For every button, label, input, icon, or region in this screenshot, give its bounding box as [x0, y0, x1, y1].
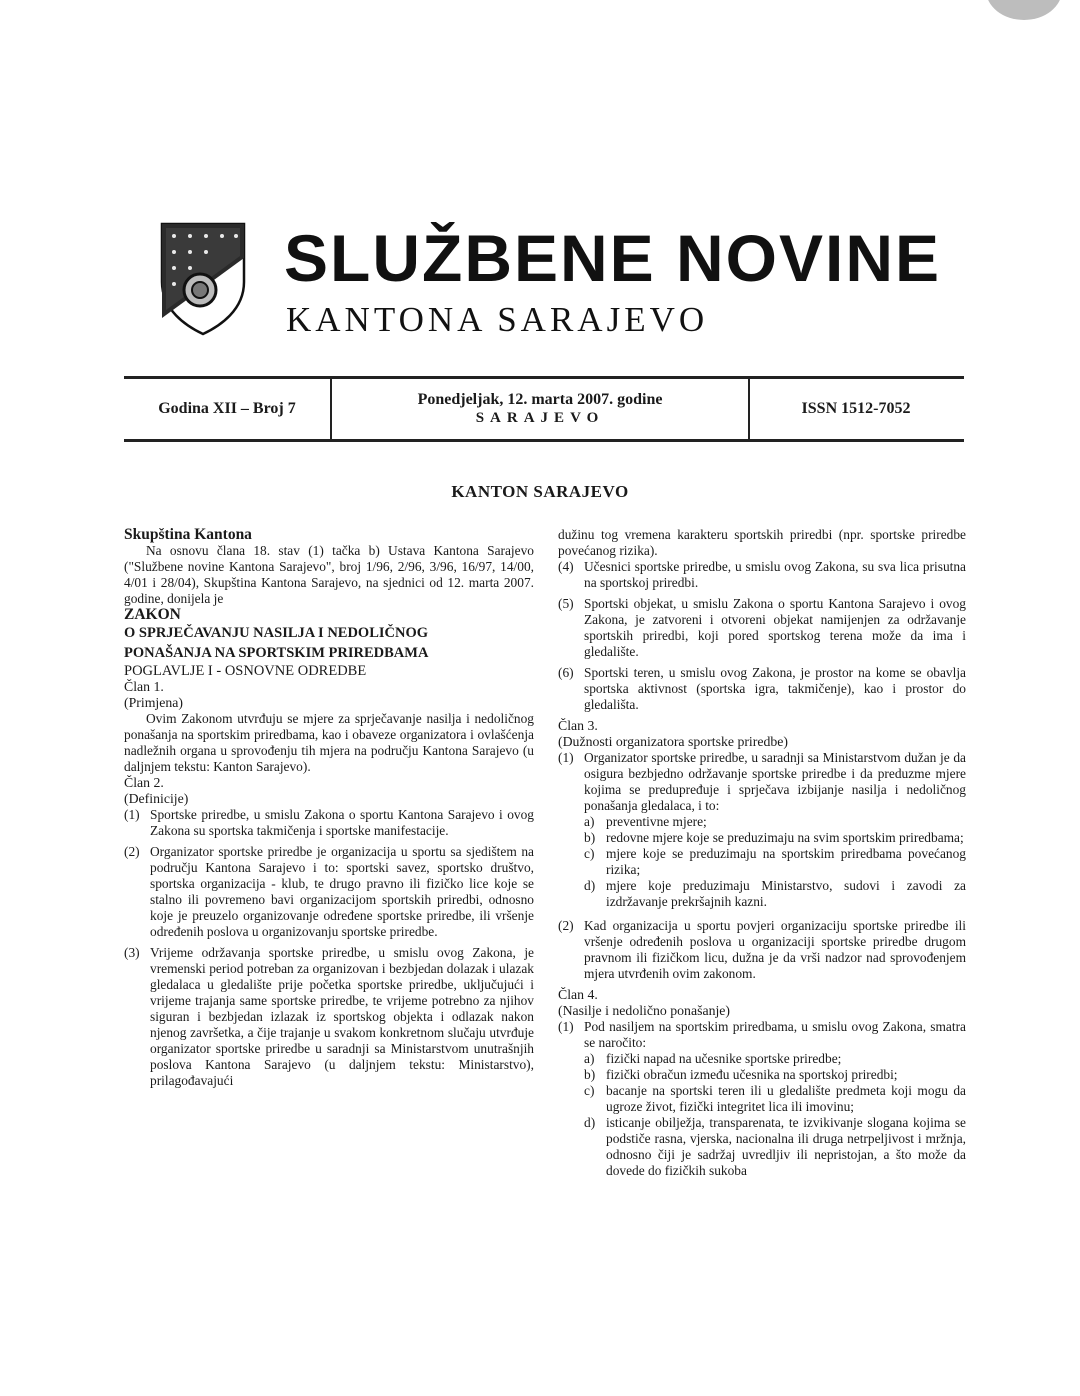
newspaper-subtitle: KANTONA SARAJEVO: [286, 300, 709, 339]
item-text: Sportski teren, u smislu ovog Zakona, je prostor na kome se obavlja sportska aktivnost (sportska igra, takmičenje), kao i prostor do gledališta.: [584, 665, 966, 712]
article-2-item: [124, 807, 534, 839]
article-2-item: [124, 844, 534, 940]
item-text: Sportski objekat, u smislu Zakona o sportu Kantona Sarajevo i ovog Zakona, je zatvoreni i otvoreni objekat namijenjen za održavanje sportskih priredbi, koji pored sportskog terena može da ima i gledalište.: [584, 596, 966, 659]
article-1-text: Ovim Zakonom utvrđuju se mjere za sprječavanje nasilja i nedoličnog ponašanja na sportskim priredbama, kao i obaveze organizatora i ovlašćenja nadležnih organa u sprovođenju tih mjera na području Kantona Sarajevo (u daljnjem tekstu: Kanton Sarajevo).: [124, 711, 534, 774]
item-number: (5): [558, 596, 574, 611]
issn: ISSN 1512-7052: [801, 400, 911, 417]
sub-item-text: preventivne mjere;: [606, 814, 707, 829]
law-subtitle: [124, 623, 534, 663]
article-2-title: Član 2.: [124, 775, 164, 790]
item-text: Kad organizacija u sportu povjeri organizaciju sportske priredbe ili vršenje određenih poslova u organizaciji sportske priredbe drugom pravnom ili fizičkom licu, dužna je da vrši nadzor nad sprovođenjem mjera utvrđenih ovim zakonom.: [584, 918, 966, 981]
right-column: [558, 527, 966, 1179]
sub-item: [584, 846, 966, 878]
sub-item: [584, 1115, 966, 1179]
article-2-item: [558, 596, 966, 660]
issue-number-text: Godina XII – Broj 7: [158, 400, 296, 417]
item-text: Organizator sportske priredbe je organizacija u sportu sa sjedištem na području Kantona Sarajevo i to: sportski savez, sportsko društvo, sportska organizacija - klub, te drugo pravno ili fizičko lice koje se stalno ili povremeno bavi organizacijom sportskih priredbi, odnosno koje je preuzelo organizovanje određene sportske priredbe, ili vršenje određenih poslova u organizovanju sportske priredbe.: [150, 844, 534, 939]
article-2-item: [558, 559, 966, 591]
sub-item: [584, 1051, 966, 1067]
canton-coat-of-arms-icon: [160, 222, 246, 336]
article-2-item: [558, 665, 966, 713]
issue-city: SARAJEVO: [475, 410, 605, 426]
item-text: Učesnici sportske priredbe, u smislu ovog Zakona, su sva lica prisutna na sportskoj priredbi.: [584, 559, 966, 590]
left-column: [124, 527, 534, 1094]
preamble: Na osnovu člana 18. stav (1) tačka b) Ustava Kantona Sarajevo ("Službene novine Kantona Sarajevo", broj 1/96, 2/96, 3/96, 16/97, 14/00, 4/01 i 28/04), Skupština Kantona Sarajevo, na sjednici od 12. marta 2007. godine, donijela je: [124, 543, 534, 606]
issue-info-bar: [124, 376, 964, 442]
issn-block: [748, 379, 964, 439]
item-number: (4): [558, 559, 574, 574]
section-title: KANTON SARAJEVO: [451, 482, 629, 501]
issue-number: [124, 379, 330, 439]
item-number: (2): [558, 918, 574, 933]
sub-item-letter: d): [584, 878, 596, 893]
article-3-item: [558, 750, 966, 814]
law-subtitle-line-2: PONAŠANJA NA SPORTSKIM PRIREDBAMA: [124, 645, 429, 661]
sub-item-text: mjere koje preduzimaju Ministarstvo, sudovi i zavodi za izdržavanje prekršajnih kazni.: [606, 878, 966, 909]
sub-item: [584, 814, 966, 830]
item-number: (1): [558, 1019, 574, 1034]
sub-item-text: fizički napad na učesnike sportske priredbe;: [606, 1051, 842, 1066]
sub-item-letter: b): [584, 1067, 596, 1082]
sub-item: [584, 1067, 966, 1083]
item-text: Sportske priredbe, u smislu Zakona o sportu Kantona Sarajevo i ovog Zakona su sportska takmičenja i sportske manifestacije.: [150, 807, 534, 838]
article-1-title: Član 1.: [124, 679, 164, 694]
item-text: Pod nasiljem na sportskim priredbama, u smislu ovog Zakona, smatra se naročito:: [584, 1019, 966, 1050]
law-title: ZAKON: [124, 606, 181, 623]
article-1-subtitle: (Primjena): [124, 695, 184, 710]
law-subtitle-line-1: O SPRJEČAVANJU NASILJA I NEDOLIČNOG: [124, 625, 429, 641]
newspaper-title: SLUŽBENE NOVINE: [284, 221, 942, 295]
body-heading: Skupština Kantona: [124, 526, 252, 543]
corner-shadow: [986, 0, 1062, 20]
sub-item: [584, 1083, 966, 1115]
sub-item: [584, 830, 966, 846]
item-number: (6): [558, 665, 574, 680]
sub-item-text: isticanje obilježja, transparenata, te izvikivanje slogana kojima se podstiče rasna, vjerska, nacionalna ili druga netrpeljivost i mržnja, odnosno čiji je sadržaj uvredljiv ili nepristojan, a što može da dovede do fizičkih sukoba: [606, 1115, 966, 1178]
sub-item-text: bacanje na sportski teren ili u gledalište predmeta koji mogu da ugroze život, fizički integritet lica ili imovinu;: [606, 1083, 966, 1114]
issue-date-block: [330, 379, 750, 439]
article-2-continuation: dužinu tog vremena karakteru sportskih priredbi (npr. sportske priredbe povećanog rizika).: [558, 527, 966, 558]
sub-item-text: mjere koje se preduzimaju na sportskim priredbama povećanog rizika;: [606, 846, 966, 877]
sub-item-letter: c): [584, 846, 595, 861]
sub-item-text: redovne mjere koje se preduzimaju na svim sportskim priredbama;: [606, 830, 964, 845]
sub-item-letter: b): [584, 830, 596, 845]
item-number: (1): [558, 750, 574, 765]
sub-item-text: fizički obračun između učesnika na sportskoj priredbi;: [606, 1067, 898, 1082]
article-4-subtitle: (Nasilje i nedolično ponašanje): [558, 1003, 731, 1018]
article-4-title: Član 4.: [558, 987, 598, 1002]
sub-item-letter: a): [584, 814, 595, 829]
article-2-item: [124, 945, 534, 1089]
article-4-item: [558, 1019, 966, 1051]
sub-item-letter: d): [584, 1115, 596, 1130]
article-3-item: [558, 918, 966, 982]
item-text: Organizator sportske priredbe, u saradnji sa Ministarstvom dužan je da osigura bezbjedno održavanje sportske priredbe i da preduzme mjere kojima se predupređuje i sprječava izbijanje nasilja i nedoličnog ponašanja gledalaca, i to:: [584, 750, 966, 813]
article-3-title: Član 3.: [558, 718, 598, 733]
sub-item-letter: a): [584, 1051, 595, 1066]
sub-item-letter: c): [584, 1083, 595, 1098]
item-number: (2): [124, 844, 140, 859]
item-number: (3): [124, 945, 140, 960]
item-text: Vrijeme održavanja sportske priredbe, u smislu ovog Zakona, je vremenski period potreban za organizovan i bezbjedan dolazak i ulazak gledalaca u gledalište prije početka sportske priredbe, uključujući i vrijeme trajanja same sportske priredbe, te vrijeme potrebno za njihov siguran i bezbjedan izlazak iz sportskog objekta i odlazak nakon njenog završetka, a čije trajanje u svakom konkretnom slučaju utvrđuje organizator sportske priredbe u saradnji sa Ministarstvom unutrašnjih poslova Kantona Sarajevo (u daljnjem tekstu: Ministarstvo), prilagođavajući: [150, 945, 534, 1088]
issue-date: Ponedjeljak, 12. marta 2007. godine: [417, 391, 663, 408]
item-number: (1): [124, 807, 140, 822]
article-2-subtitle: (Definicije): [124, 791, 189, 806]
sub-item: [584, 878, 966, 910]
chapter-heading: POGLAVLJE I - OSNOVNE ODREDBE: [124, 663, 367, 679]
article-3-subtitle: (Dužnosti organizatora sportske priredbe): [558, 734, 788, 749]
